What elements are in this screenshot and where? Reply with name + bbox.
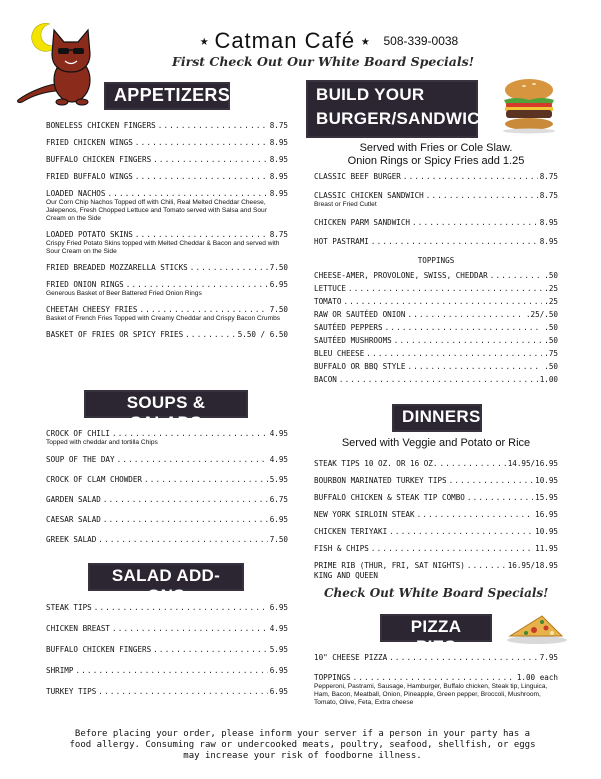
- topping-item: [314, 375, 558, 385]
- menu-item: [46, 687, 288, 697]
- dinners-heading: DINNERS: [392, 404, 482, 432]
- appetizers-heading: APPETIZERS: [104, 82, 230, 110]
- item-name: GARDEN SALAD: [46, 495, 101, 504]
- item-price: .50: [544, 271, 558, 280]
- item-name: BOURBON MARINATED TURKEY TIPS: [314, 476, 447, 485]
- item-price: 7.50: [269, 263, 288, 272]
- item-name: FRIED ONION RINGS: [46, 280, 124, 289]
- menu-item: [314, 673, 558, 707]
- item-name: CLASSIC CHICKEN SANDWICH: [314, 191, 424, 200]
- item-price: 7.50: [269, 535, 288, 544]
- item-price: 8.95: [269, 172, 288, 181]
- item-name: BUFFALO CHICKEN FINGERS: [46, 155, 152, 164]
- item-name: LOADED POTATO SKINS: [46, 230, 133, 239]
- burger-heading-line2: BURGER/SANDWICH: [316, 109, 493, 128]
- item-name: SAUTÉED MUSHROOMS: [314, 336, 392, 345]
- item-description: Pepperoni, Pastrami, Sausage, Hamburger, Buffalo chicken, Steak tip, Linguica, Ham, Bacon, Meatball, Onion, Pineapple, Green pepper, Broccoli, Mushroom, Tomato, Olive, Feta, Extra cheese: [314, 683, 548, 706]
- pizza-heading: PIZZA PIES: [380, 614, 492, 642]
- item-price: 6.95: [269, 603, 288, 612]
- item-price: 5.50 / 6.50: [237, 330, 288, 339]
- item-price: 5.95: [269, 475, 288, 484]
- item-name: SHRIMP: [46, 666, 74, 675]
- item-description: Basket of French Fries Topped with Creamy Cheddar and Crispy Bacon Crumbs: [46, 315, 281, 322]
- allergy-footer: [30, 729, 575, 762]
- item-price: 15.95: [535, 493, 558, 502]
- item-name: PRIME RIB (THUR, FRI, SAT NIGHTS): [314, 561, 465, 570]
- item-price: 11.95: [535, 544, 558, 553]
- menu-item: [46, 645, 288, 655]
- menu-item: [46, 475, 288, 485]
- menu-item: [46, 535, 288, 545]
- item-price: 6.75: [269, 495, 288, 504]
- phone-number: 508-339-0038: [383, 34, 459, 48]
- item-description: Crispy Fried Potato Skins topped with Melted Cheddar & Bacon and served with Sour Cream on the Side: [46, 240, 280, 255]
- item-description: Breast or Fried Cutlet: [314, 201, 377, 208]
- burger-note-2: Onion Rings or Spicy Fries add 1.25: [347, 155, 525, 167]
- menu-item: [46, 138, 288, 148]
- appetizers-list: [46, 121, 288, 347]
- pizza-image: [504, 606, 570, 646]
- specials-note: Check Out White Board Specials!: [324, 586, 549, 600]
- item-price: 8.75: [269, 230, 288, 239]
- menu-item: [46, 172, 288, 182]
- item-name: CLASSIC BEEF BURGER: [314, 172, 401, 181]
- menu-item: [46, 429, 288, 447]
- item-name: STEAK TIPS: [46, 603, 92, 612]
- tagline: First Check Out Our White Board Specials!: [172, 54, 475, 69]
- menu-item: [314, 172, 558, 182]
- item-name: BONELESS CHICKEN FINGERS: [46, 121, 156, 130]
- salad-addons-heading: SALAD ADD-ONS: [88, 563, 244, 591]
- item-name: LETTUCE: [314, 284, 347, 293]
- item-name: NEW YORK SIRLOIN STEAK: [314, 510, 415, 519]
- item-price: 10.95: [535, 527, 558, 536]
- item-name: SOUP OF THE DAY: [46, 455, 115, 464]
- item-name: 10" CHEESE PIZZA: [314, 653, 388, 662]
- item-price: 8.75: [539, 172, 558, 181]
- menu-item: [46, 624, 288, 634]
- star-left-icon: ★: [200, 33, 209, 49]
- item-price: 6.95: [269, 515, 288, 524]
- menu-item: [46, 330, 288, 340]
- item-name: FRIED BREADED MOZZARELLA STICKS: [46, 263, 188, 272]
- item-price: 8.95: [539, 237, 558, 246]
- menu-item: [314, 561, 558, 580]
- item-price: 8.75: [539, 191, 558, 200]
- item-price: .25/.50: [525, 310, 558, 319]
- menu-item: [46, 189, 288, 223]
- addons-list: [46, 603, 288, 697]
- dinners-note: Served with Veggie and Potato or Rice: [341, 437, 531, 449]
- menu-item: [314, 218, 558, 228]
- menu-item: [314, 459, 558, 469]
- item-price: .25: [544, 297, 558, 306]
- item-description: Our Corn Chip Nachos Topped off with Chili, Real Melted Cheddar Cheese, Jalepenos, Fresh Chopped Lettuce and Tomato served with Salsa and Sour Cream on the Side: [46, 199, 267, 222]
- item-price: 8.95: [269, 189, 288, 198]
- item-name: BUFFALO OR BBQ STYLE: [314, 362, 406, 371]
- topping-item: [314, 271, 558, 281]
- item-price: 6.95: [269, 280, 288, 289]
- burger-list: [314, 172, 558, 385]
- item-name: CROCK OF CHILI: [46, 429, 111, 438]
- item-price: 6.95: [269, 687, 288, 696]
- soups-salads-heading: SOUPS & SALADS: [84, 390, 248, 418]
- item-name: CHEESE-AMER, PROVOLONE, SWISS, CHEDDAR: [314, 271, 488, 280]
- item-name: BUFFALO CHICKEN FINGERS: [46, 645, 152, 654]
- dinners-list: [314, 459, 558, 580]
- burger-note-1: Served with Fries or Cole Slaw.: [359, 142, 513, 154]
- item-description: Generous Basket of Beer Battered Fried Onion Rings: [46, 290, 202, 297]
- topping-item: [314, 323, 558, 333]
- item-subline: KING AND QUEEN: [314, 571, 379, 580]
- menu-item: [46, 230, 288, 256]
- burger-heading-line1: BUILD YOUR: [316, 85, 425, 104]
- burger-image: [496, 76, 562, 134]
- item-name: HOT PASTRAMI: [314, 237, 369, 246]
- footer-line-1: Before placing your order, please inform your server if a person in your party has a: [74, 729, 531, 739]
- footer-line-3: may increase your risk of foodborne illness.: [183, 751, 422, 761]
- topping-item: [314, 310, 558, 320]
- item-price: 8.95: [539, 218, 558, 227]
- topping-item: [314, 349, 558, 359]
- menu-item: [46, 603, 288, 613]
- item-name: FRIED CHICKEN WINGS: [46, 138, 133, 147]
- item-price: 8.95: [269, 155, 288, 164]
- item-price: 8.75: [269, 121, 288, 130]
- item-name: BUFFALO CHICKEN & STEAK TIP COMBO: [314, 493, 465, 502]
- item-name: STEAK TIPS 10 OZ. OR 16 OZ.: [314, 459, 438, 468]
- topping-item: [314, 362, 558, 372]
- item-price: 7.95: [539, 653, 558, 662]
- item-price: 10.95: [535, 476, 558, 485]
- menu-item: [314, 510, 558, 520]
- item-price: .25: [544, 284, 558, 293]
- item-price: 4.95: [269, 455, 288, 464]
- item-price: .50: [544, 336, 558, 345]
- footer-line-2: food allergy. Consuming raw or undercooked meats, poultry, seafood, shellfish, or eggs: [69, 740, 536, 750]
- burger-heading: [306, 80, 493, 138]
- item-name: TOPPINGS: [314, 673, 351, 682]
- menu-item: [46, 455, 288, 465]
- topping-item: [314, 336, 558, 346]
- menu-item: [46, 263, 288, 273]
- menu-item: [314, 476, 558, 486]
- star-right-icon: ★: [361, 33, 370, 49]
- item-name: LOADED NACHOS: [46, 189, 106, 198]
- menu-item: [314, 527, 558, 537]
- item-price: .50: [544, 323, 558, 332]
- item-price: 16.95/18.95: [507, 561, 558, 570]
- item-name: TOMATO: [314, 297, 342, 306]
- item-name: BACON: [314, 375, 337, 384]
- item-price: 5.95: [269, 645, 288, 654]
- item-name: SAUTÉED PEPPERS: [314, 323, 383, 332]
- menu-item: [314, 237, 558, 247]
- pizza-list: [314, 653, 558, 707]
- item-name: BLEU CHEESE: [314, 349, 365, 358]
- menu-item: [46, 515, 288, 525]
- menu-item: [46, 305, 288, 323]
- item-name: CHICKEN TERIYAKI: [314, 527, 388, 536]
- item-description: Topped with cheddar and tortilla Chips: [46, 439, 158, 446]
- item-price: .75: [544, 349, 558, 358]
- item-price: 1.00 each: [516, 673, 558, 682]
- item-name: CHICKEN BREAST: [46, 624, 111, 633]
- item-price: 7.50: [269, 305, 288, 314]
- item-name: BASKET OF FRIES OR SPICY FRIES: [46, 330, 184, 339]
- item-name: CAESAR SALAD: [46, 515, 101, 524]
- item-name: CROCK OF CLAM CHOWDER: [46, 475, 143, 484]
- menu-item: [314, 191, 558, 209]
- item-name: FISH & CHIPS: [314, 544, 369, 553]
- item-name: CHICKEN PARM SANDWICH: [314, 218, 411, 227]
- soups-list: [46, 429, 288, 545]
- item-price: 1.00: [539, 375, 558, 384]
- menu-item: [314, 493, 558, 503]
- topping-item: [314, 297, 558, 307]
- topping-item: [314, 284, 558, 294]
- menu-item: [314, 544, 558, 554]
- item-name: FRIED BUFFALO WINGS: [46, 172, 133, 181]
- menu-item: [46, 280, 288, 298]
- item-price: 4.95: [269, 624, 288, 633]
- item-name: CHEETAH CHEESY FRIES: [46, 305, 138, 314]
- item-name: TURKEY TIPS: [46, 687, 97, 696]
- menu-item: [46, 121, 288, 131]
- menu-item: [314, 653, 558, 663]
- item-price: 16.95: [535, 510, 558, 519]
- menu-item: [46, 495, 288, 505]
- item-name: GREEK SALAD: [46, 535, 97, 544]
- item-price: 6.95: [269, 666, 288, 675]
- menu-item: [46, 155, 288, 165]
- item-price: .50: [544, 362, 558, 371]
- item-name: RAW OR SAUTÉED ONION: [314, 310, 406, 319]
- toppings-heading: TOPPINGS: [417, 256, 455, 265]
- cafe-title: Catman Café: [214, 28, 356, 53]
- item-price: 14.95/16.95: [507, 459, 558, 468]
- item-price: 4.95: [269, 429, 288, 438]
- item-price: 8.95: [269, 138, 288, 147]
- menu-item: [46, 666, 288, 676]
